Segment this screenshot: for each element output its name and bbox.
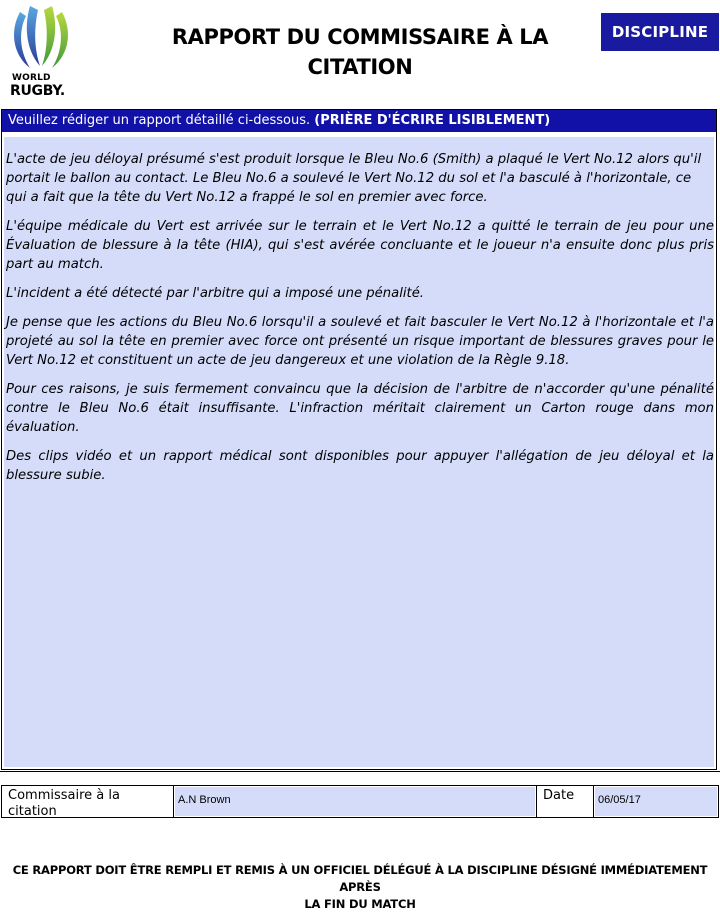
report-body [6, 150, 714, 495]
instructions-emphasis: (PRIÈRE D'ÉCRIRE LISIBLEMENT) [314, 113, 551, 128]
logo-text-rugby: RUGBY. [10, 83, 65, 99]
date-field[interactable]: 06/05/17 [595, 787, 717, 816]
report-paragraph: L'équipe médicale du Vert est arrivée sur le terrain et le Vert No.12 a quitté le terrain de jeu pour une Évaluation de blessure à la tête (HIA), qui s'est avérée concluante et le joueur n'a ensuite donc plus pris part au match. [6, 219, 714, 272]
discipline-badge: DISCIPLINE [601, 13, 719, 51]
date-label: Date [536, 786, 594, 817]
commissioner-label: Commissaire à la citation [2, 786, 174, 817]
submission-note [0, 862, 720, 913]
title-line-1: RAPPORT DU COMMISSAIRE À LA [171, 25, 549, 49]
report-paragraph: L'incident a été détecté par l'arbitre qui a imposé une pénalité. [6, 286, 424, 301]
title-line-2: CITATION [307, 55, 413, 79]
report-paragraph: Je pense que les actions du Bleu No.6 lorsqu'il a soulevé et fait basculer le Vert No.12 à l'horizontale et l'a projeté au sol la tête en premier avec force ont présenté un risque important de blessures graves pour le Vert No.12 et constituent un acte de jeu dangereux et une violation de la Règle 9.18. [6, 315, 714, 368]
divider-line [0, 771, 720, 772]
page-title [150, 22, 570, 82]
logo-text-world: WORLD [12, 73, 51, 83]
submission-note-line-2: LA FIN DU MATCH [304, 897, 416, 911]
submission-note-line-1: CE RAPPORT DOIT ÊTRE REMPLI ET REMIS À UN OFFICIEL DÉLÉGUÉ À LA DISCIPLINE DÉSIGNÉ IMMÉDIATEMENT APRÈS [12, 863, 708, 894]
report-paragraph: L'acte de jeu déloyal présumé s'est produit lorsque le Bleu No.6 (Smith) a plaqué le Vert No.12 alors qu'il portait le ballon au contact. Le Bleu No.6 a soulevé le Vert No.12 du sol et l'a basculé à l'horizontale, ce qui a fait que la tête du Vert No.12 a frappé le sol en premier avec force. [6, 152, 702, 205]
report-paragraph: Pour ces raisons, je suis fermement convaincu que la décision de l'arbitre de n'accorder qu'une pénalité contre le Bleu No.6 était insuffisante. L'infraction méritait clairement un Carton rouge dans mon évaluation. [6, 382, 714, 435]
report-paragraph: Des clips vidéo et un rapport médical sont disponibles pour appuyer l'allégation de jeu déloyal et la blessure subie. [6, 449, 714, 483]
instructions-text: Veuillez rédiger un rapport détaillé ci-dessous. [8, 113, 311, 128]
commissioner-name-field[interactable]: A.N Brown [175, 787, 535, 816]
instructions-bar [2, 110, 716, 132]
